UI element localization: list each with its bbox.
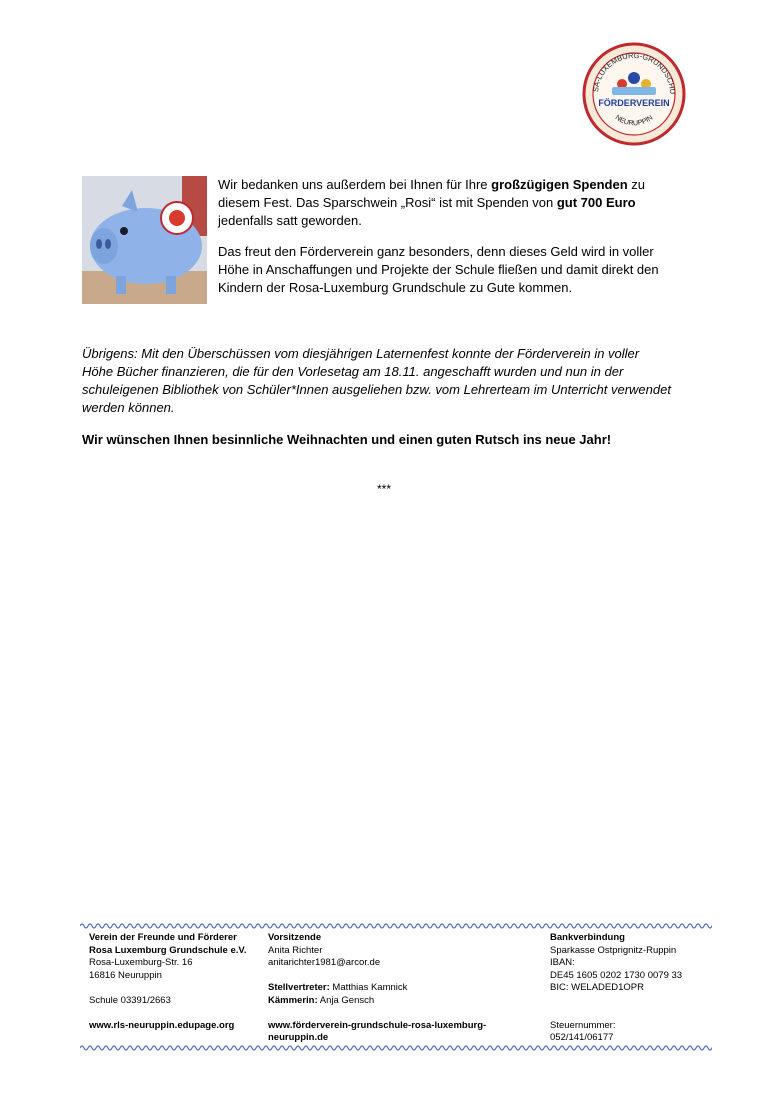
iban-label: IBAN: (550, 957, 575, 968)
foerderverein-website-link[interactable] (268, 1020, 538, 1045)
footer-board (268, 932, 538, 1045)
separator: *** (376, 482, 391, 496)
foerderverein-logo (582, 42, 686, 146)
italic-line-2: Höhe Bücher finanzieren, die für den Vorlesetag am 18.11. angeschafft wurden und nun in der (82, 364, 624, 379)
italic-line-4: werden können. (82, 400, 175, 415)
italic-line-3: schuleigenen Bibliothek von Schüler*Innen ausgeliehen bzw. vom Lehrerteam im Unterricht verwendet (82, 382, 671, 397)
paragraph1-part3: jedenfalls satt geworden. (218, 213, 362, 228)
bank-heading: Bankverbindung (550, 932, 625, 943)
bic-value: BIC: WELADED1OPR (550, 982, 644, 993)
closing-wish: Wir wünschen Ihnen besinnliche Weihnachten und einen guten Rutsch ins neue Jahr! (82, 432, 612, 447)
footer-wave-top (80, 922, 712, 930)
association-city: 16816 Neuruppin (89, 969, 162, 981)
footer-wave-bottom (80, 1044, 712, 1052)
paragraph1-part2: zu diesem Fest. Das Sparschwein „Rosi“ ist mit Spenden von (218, 177, 645, 210)
paragraph1-bold2: gut 700 Euro (556, 195, 636, 210)
thank-you-text (218, 176, 688, 310)
italic-note (82, 345, 692, 417)
association-name-line1: Verein der Freunde und Förderer (89, 932, 237, 943)
association-street: Rosa-Luxemburg-Str. 16 (89, 957, 193, 968)
association-name-line2: Rosa Luxemburg Grundschule e.V. (89, 944, 247, 956)
tax-label: Steuernummer: (550, 1019, 616, 1031)
chair-heading: Vorsitzende (268, 932, 322, 943)
piggy-bank-photo (82, 176, 207, 304)
website-line1: www.förderverein-grundschule-rosa-luxemburg- (268, 1019, 487, 1031)
logo-text-middle: FÖRDERVEREIN (598, 98, 670, 108)
chair-email-link[interactable]: anitarichter1981@arcor.de (268, 957, 381, 968)
bank-name: Sparkasse Ostprignitz-Ruppin (550, 944, 677, 956)
logo-text-top: SA-LUXEMBURG-GRUNDSCHU (591, 50, 678, 95)
school-website-link[interactable]: www.rls-neuruppin.edupage.org (89, 1019, 235, 1031)
treasurer-line (268, 995, 538, 1008)
school-phone: Schule 03391/2663 (89, 994, 171, 1006)
footer-bank (550, 932, 720, 1045)
treasurer-label: Kämmerin: (268, 994, 318, 1006)
iban-value: DE45 1605 0202 1730 0079 33 (550, 969, 683, 981)
italic-line-1: Übrigens: Mit den Überschüssen vom diesjährigen Laternenfest konnte der Förderverein in voller (82, 346, 640, 361)
deputy-name: Matthias Kamnick (329, 982, 408, 993)
deputy-line (268, 982, 538, 995)
paragraph1-part1: Wir bedanken uns außerdem bei Ihnen für Ihre (218, 177, 492, 192)
tax-number: 052/141/06177 (550, 1032, 614, 1043)
logo-text-bottom: NEURUPPIN (613, 114, 655, 128)
website-line2: neuruppin.de (268, 1032, 329, 1043)
footer-association (89, 932, 259, 1032)
deputy-label: Stellvertreter: (268, 982, 330, 993)
paragraph1-bold1: großzügigen Spenden (491, 177, 628, 192)
treasurer-name: Anja Gensch (317, 994, 375, 1006)
chair-name: Anita Richter (268, 944, 323, 956)
paragraph-use-of-funds: Das freut den Förderverein ganz besonders, denn dieses Geld wird in voller Höhe in Anschaffungen und Projekte der Schule fließen und damit direkt den Kindern der Rosa-Luxemburg Grundschule zu Gute kommen. (218, 244, 659, 295)
paragraph-donations (218, 176, 688, 230)
